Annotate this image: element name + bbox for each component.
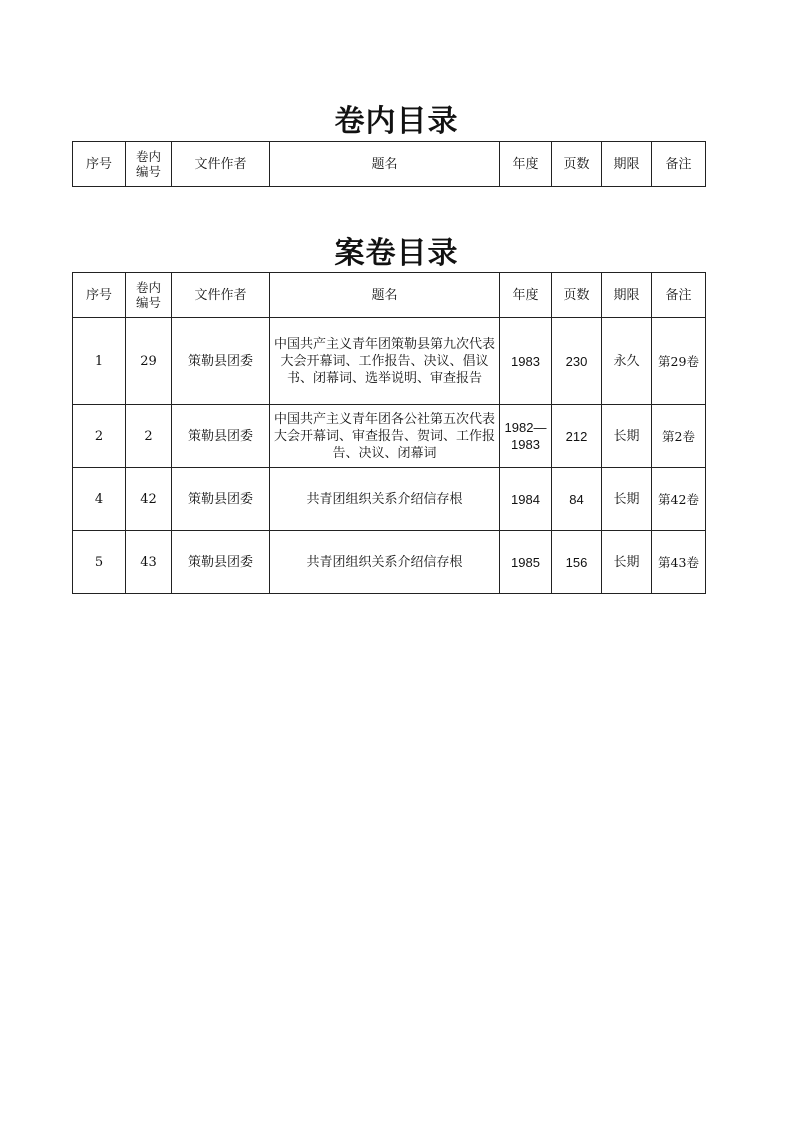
cell-term: 长期 (602, 531, 652, 594)
cell-term: 永久 (602, 318, 652, 405)
cell-pages: 84 (552, 468, 602, 531)
cell-year: 1982—1983 (500, 405, 552, 468)
cell-pages: 212 (552, 405, 602, 468)
cell-title: 中国共产主义青年团各公社第五次代表大会开幕词、审查报告、贺词、工作报告、决议、闭幕词 (270, 405, 500, 468)
header-vol-no (126, 142, 172, 187)
cell-year: 1984 (500, 468, 552, 531)
header-year: 年度 (500, 142, 552, 187)
inner-catalog-header-row (73, 142, 706, 187)
table-row (73, 531, 706, 594)
cell-author: 策勒县团委 (172, 531, 270, 594)
cell-pages: 230 (552, 318, 602, 405)
cell-author: 策勒县团委 (172, 318, 270, 405)
cell-title: 共青团组织关系介绍信存根 (270, 531, 500, 594)
header-term: 期限 (602, 142, 652, 187)
cell-vol-no: 29 (126, 318, 172, 405)
cell-title: 共青团组织关系介绍信存根 (270, 468, 500, 531)
inner-catalog-title: 卷内目录 (334, 104, 459, 139)
cell-seq: 1 (73, 318, 126, 405)
header-author: 文件作者 (172, 273, 270, 318)
inner-catalog-table (72, 141, 706, 187)
cell-seq: 2 (73, 405, 126, 468)
cell-term: 长期 (602, 468, 652, 531)
header-author: 文件作者 (172, 142, 270, 187)
header-pages: 页数 (552, 142, 602, 187)
header-seq: 序号 (73, 142, 126, 187)
cell-year: 1983 (500, 318, 552, 405)
header-title: 题名 (270, 142, 500, 187)
header-remark: 备注 (652, 273, 706, 318)
header-vol-no-text: 卷内 编号 (135, 280, 161, 310)
header-year: 年度 (500, 273, 552, 318)
cell-vol-no: 43 (126, 531, 172, 594)
cell-author: 策勒县团委 (172, 405, 270, 468)
cell-remark: 第42卷 (652, 468, 706, 531)
file-catalog-title: 案卷目录 (334, 236, 459, 271)
cell-year: 1985 (500, 531, 552, 594)
cell-pages: 156 (552, 531, 602, 594)
cell-vol-no: 2 (126, 405, 172, 468)
header-term: 期限 (602, 273, 652, 318)
file-catalog-header-row (73, 273, 706, 318)
file-catalog-table (72, 272, 706, 594)
table-row (73, 405, 706, 468)
cell-seq: 5 (73, 531, 126, 594)
cell-remark: 第2卷 (652, 405, 706, 468)
cell-remark: 第43卷 (652, 531, 706, 594)
cell-title: 中国共产主义青年团策勒县第九次代表大会开幕词、工作报告、决议、倡议书、闭幕词、选举说明、审查报告 (270, 318, 500, 405)
header-remark: 备注 (652, 142, 706, 187)
cell-term: 长期 (602, 405, 652, 468)
cell-vol-no: 42 (126, 468, 172, 531)
cell-remark: 第29卷 (652, 318, 706, 405)
header-title: 题名 (270, 273, 500, 318)
cell-seq: 4 (73, 468, 126, 531)
header-pages: 页数 (552, 273, 602, 318)
table-row (73, 318, 706, 405)
header-vol-no (126, 273, 172, 318)
header-vol-no-text: 卷内 编号 (135, 149, 161, 179)
cell-author: 策勒县团委 (172, 468, 270, 531)
table-row (73, 468, 706, 531)
header-seq: 序号 (73, 273, 126, 318)
